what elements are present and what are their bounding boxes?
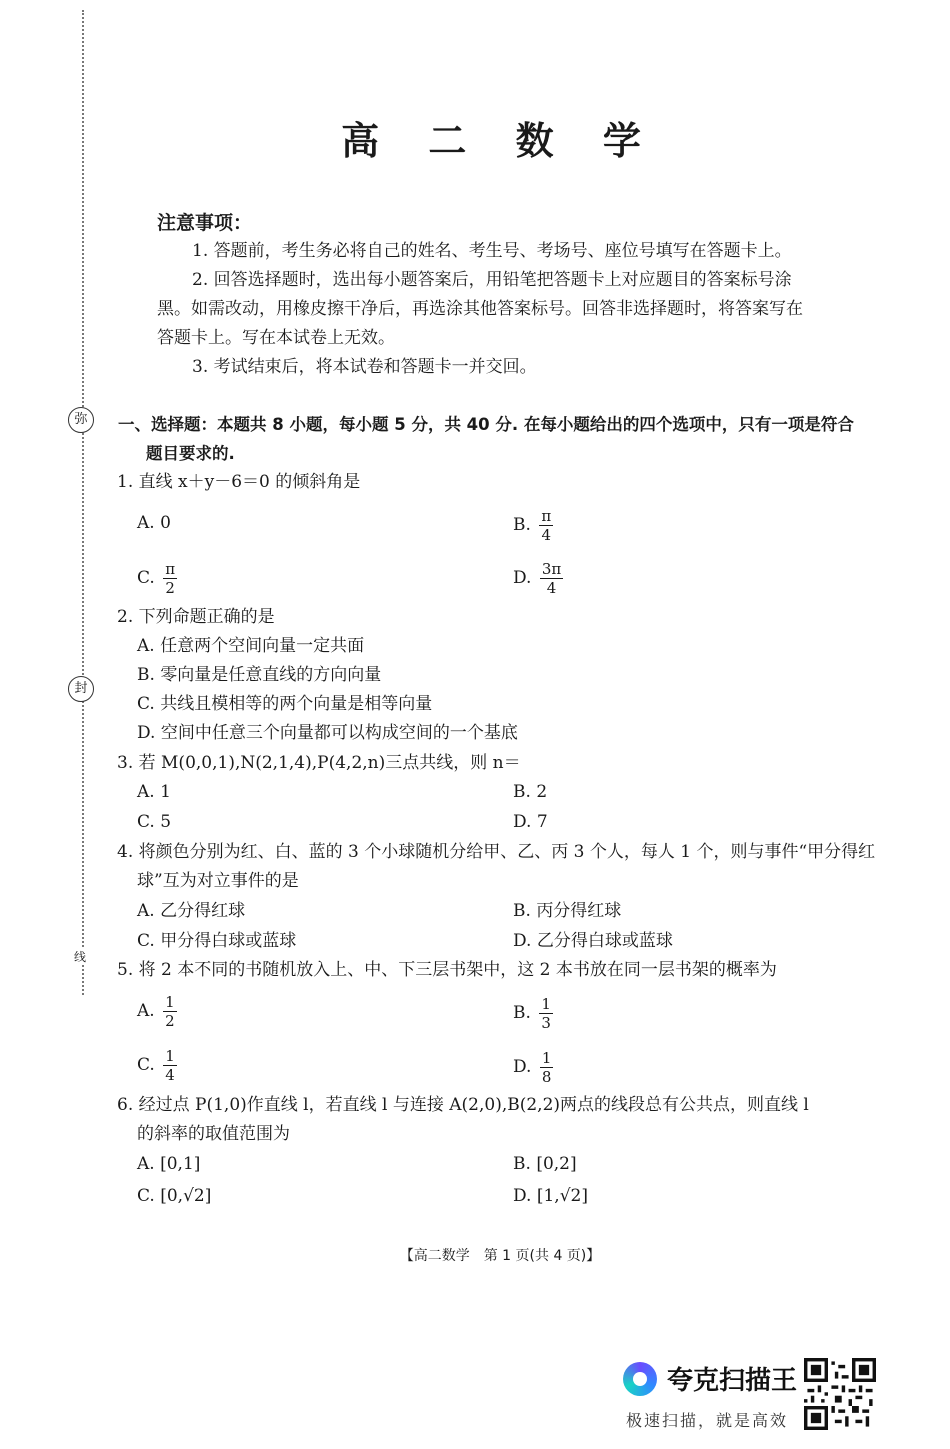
question-5-option-b: B. $\frac{1}{3}$ — [513, 995, 551, 1032]
notes-heading: 注意事项： — [157, 212, 253, 234]
note-item-1: 1. 答题前，考生务必将自己的姓名、考生号、考场号、座位号填写在答题卡上。 — [192, 241, 792, 261]
fraction: $\frac{\pi}{2}$ — [165, 560, 176, 597]
question-3-option-a: A. 1 — [137, 782, 171, 802]
note-item-2-line-2: 黑。如需改动，用橡皮擦干净后，再选涂其他答案标号。回答非选择题时，将答案写在 — [157, 299, 803, 319]
fraction: $\frac{1}{4}$ — [165, 1047, 175, 1084]
question-6-option-a: A. [0,1] — [137, 1154, 201, 1174]
note-item-2-line-1: 2. 回答选择题时，选出每小题答案后，用铅笔把答题卡上对应题目的答案标号涂 — [192, 270, 792, 290]
question-2-option-b: B. 零向量是任意直线的方向向量 — [137, 665, 382, 685]
brand-name: 夸克扫描王 — [667, 1366, 798, 1396]
question-5-option-d: D. $\frac{1}{8}$ — [513, 1049, 552, 1086]
scanner-watermark — [623, 1360, 797, 1397]
section-heading — [118, 410, 888, 468]
question-4-stem: 4. 将颜色分别为红、白、蓝的 3 个小球随机分给甲、乙、丙 3 个人，每人 1 个，则与事件“甲分得红 球”互为对立事件的是 — [117, 842, 876, 891]
question-2-option-a: A. 任意两个空间向量一定共面 — [137, 636, 365, 656]
question-4-option-b: B. 丙分得红球 — [513, 901, 622, 921]
page-title: 高 二 数 学 — [341, 119, 659, 163]
fraction: $\frac{\pi}{4}$ — [541, 507, 552, 544]
question-3-option-d: D. 7 — [513, 812, 548, 832]
question-1-option-c: C. $\frac{\pi}{2}$ — [137, 560, 176, 597]
question-4-option-a: A. 乙分得红球 — [137, 901, 246, 921]
section-heading-line-1: 一、选择题：本题共 8 小题，每小题 5 分，共 40 分. 在每小题给出的四个选项中，只有一项是符合 — [118, 415, 854, 434]
note-item-2-line-3: 答题卡上。写在本试卷上无效。 — [157, 328, 395, 348]
question-1-option-a: A. 0 — [137, 513, 171, 533]
question-1-option-b: B. $\frac{\pi}{4}$ — [513, 507, 552, 544]
question-6-option-d: D. [1,√2] — [513, 1186, 588, 1206]
question-2-stem: 2. 下列命题正确的是 — [117, 607, 275, 627]
question-5-option-a: A. $\frac{1}{2}$ — [137, 993, 175, 1030]
question-4-option-d: D. 乙分得白球或蓝球 — [513, 931, 673, 951]
seal-mark-mi: 弥 — [68, 407, 94, 433]
seal-mark-feng: 封 — [68, 676, 94, 702]
fraction: $\frac{3\pi}{4}$ — [541, 560, 562, 597]
question-6-option-b: B. [0,2] — [513, 1154, 577, 1174]
brand-slogan: 极速扫描，就是高效 — [626, 1411, 789, 1430]
fraction: $\frac{1}{2}$ — [165, 993, 175, 1030]
qr-code-icon — [804, 1358, 876, 1430]
note-item-3: 3. 考试结束后，将本试卷和答题卡一并交回。 — [192, 357, 537, 377]
question-3-option-b: B. 2 — [513, 782, 548, 802]
question-2-option-d: D. 空间中任意三个向量都可以构成空间的一个基底 — [137, 723, 518, 743]
seal-mark-xian: 线 — [74, 950, 87, 964]
quark-logo-icon — [623, 1362, 657, 1396]
question-5-option-c: C. $\frac{1}{4}$ — [137, 1047, 175, 1084]
fraction: $\frac{1}{3}$ — [541, 995, 551, 1032]
question-6-option-c: C. [0,√2] — [137, 1186, 212, 1206]
page-footer: 【高二数学 第 1 页(共 4 页)】 — [399, 1248, 601, 1264]
question-1-option-d: D. $\frac{3\pi}{4}$ — [513, 560, 562, 597]
question-3-option-c: C. 5 — [137, 812, 172, 832]
question-3-stem: 3. 若 M(0,0,1),N(2,1,4),P(4,2,n)三点共线，则 n＝ — [117, 753, 521, 773]
question-4-option-c: C. 甲分得白球或蓝球 — [137, 931, 297, 951]
question-6-stem: 6. 经过点 P(1,0)作直线 l，若直线 l 与连接 A(2,0),B(2,2)两点的线段总有公共点，则直线 l 的斜率的取值范围为 — [117, 1095, 809, 1144]
question-5-stem: 5. 将 2 本不同的书随机放入上、中、下三层书架中，这 2 本书放在同一层书架的概率为 — [117, 960, 777, 980]
question-1-stem: 1. 直线 x＋y－6＝0 的倾斜角是 — [117, 472, 361, 492]
section-heading-line-2: 题目要求的. — [146, 444, 235, 463]
fraction: $\frac{1}{8}$ — [541, 1049, 552, 1086]
question-2-option-c: C. 共线且模相等的两个向量是相等向量 — [137, 694, 433, 714]
